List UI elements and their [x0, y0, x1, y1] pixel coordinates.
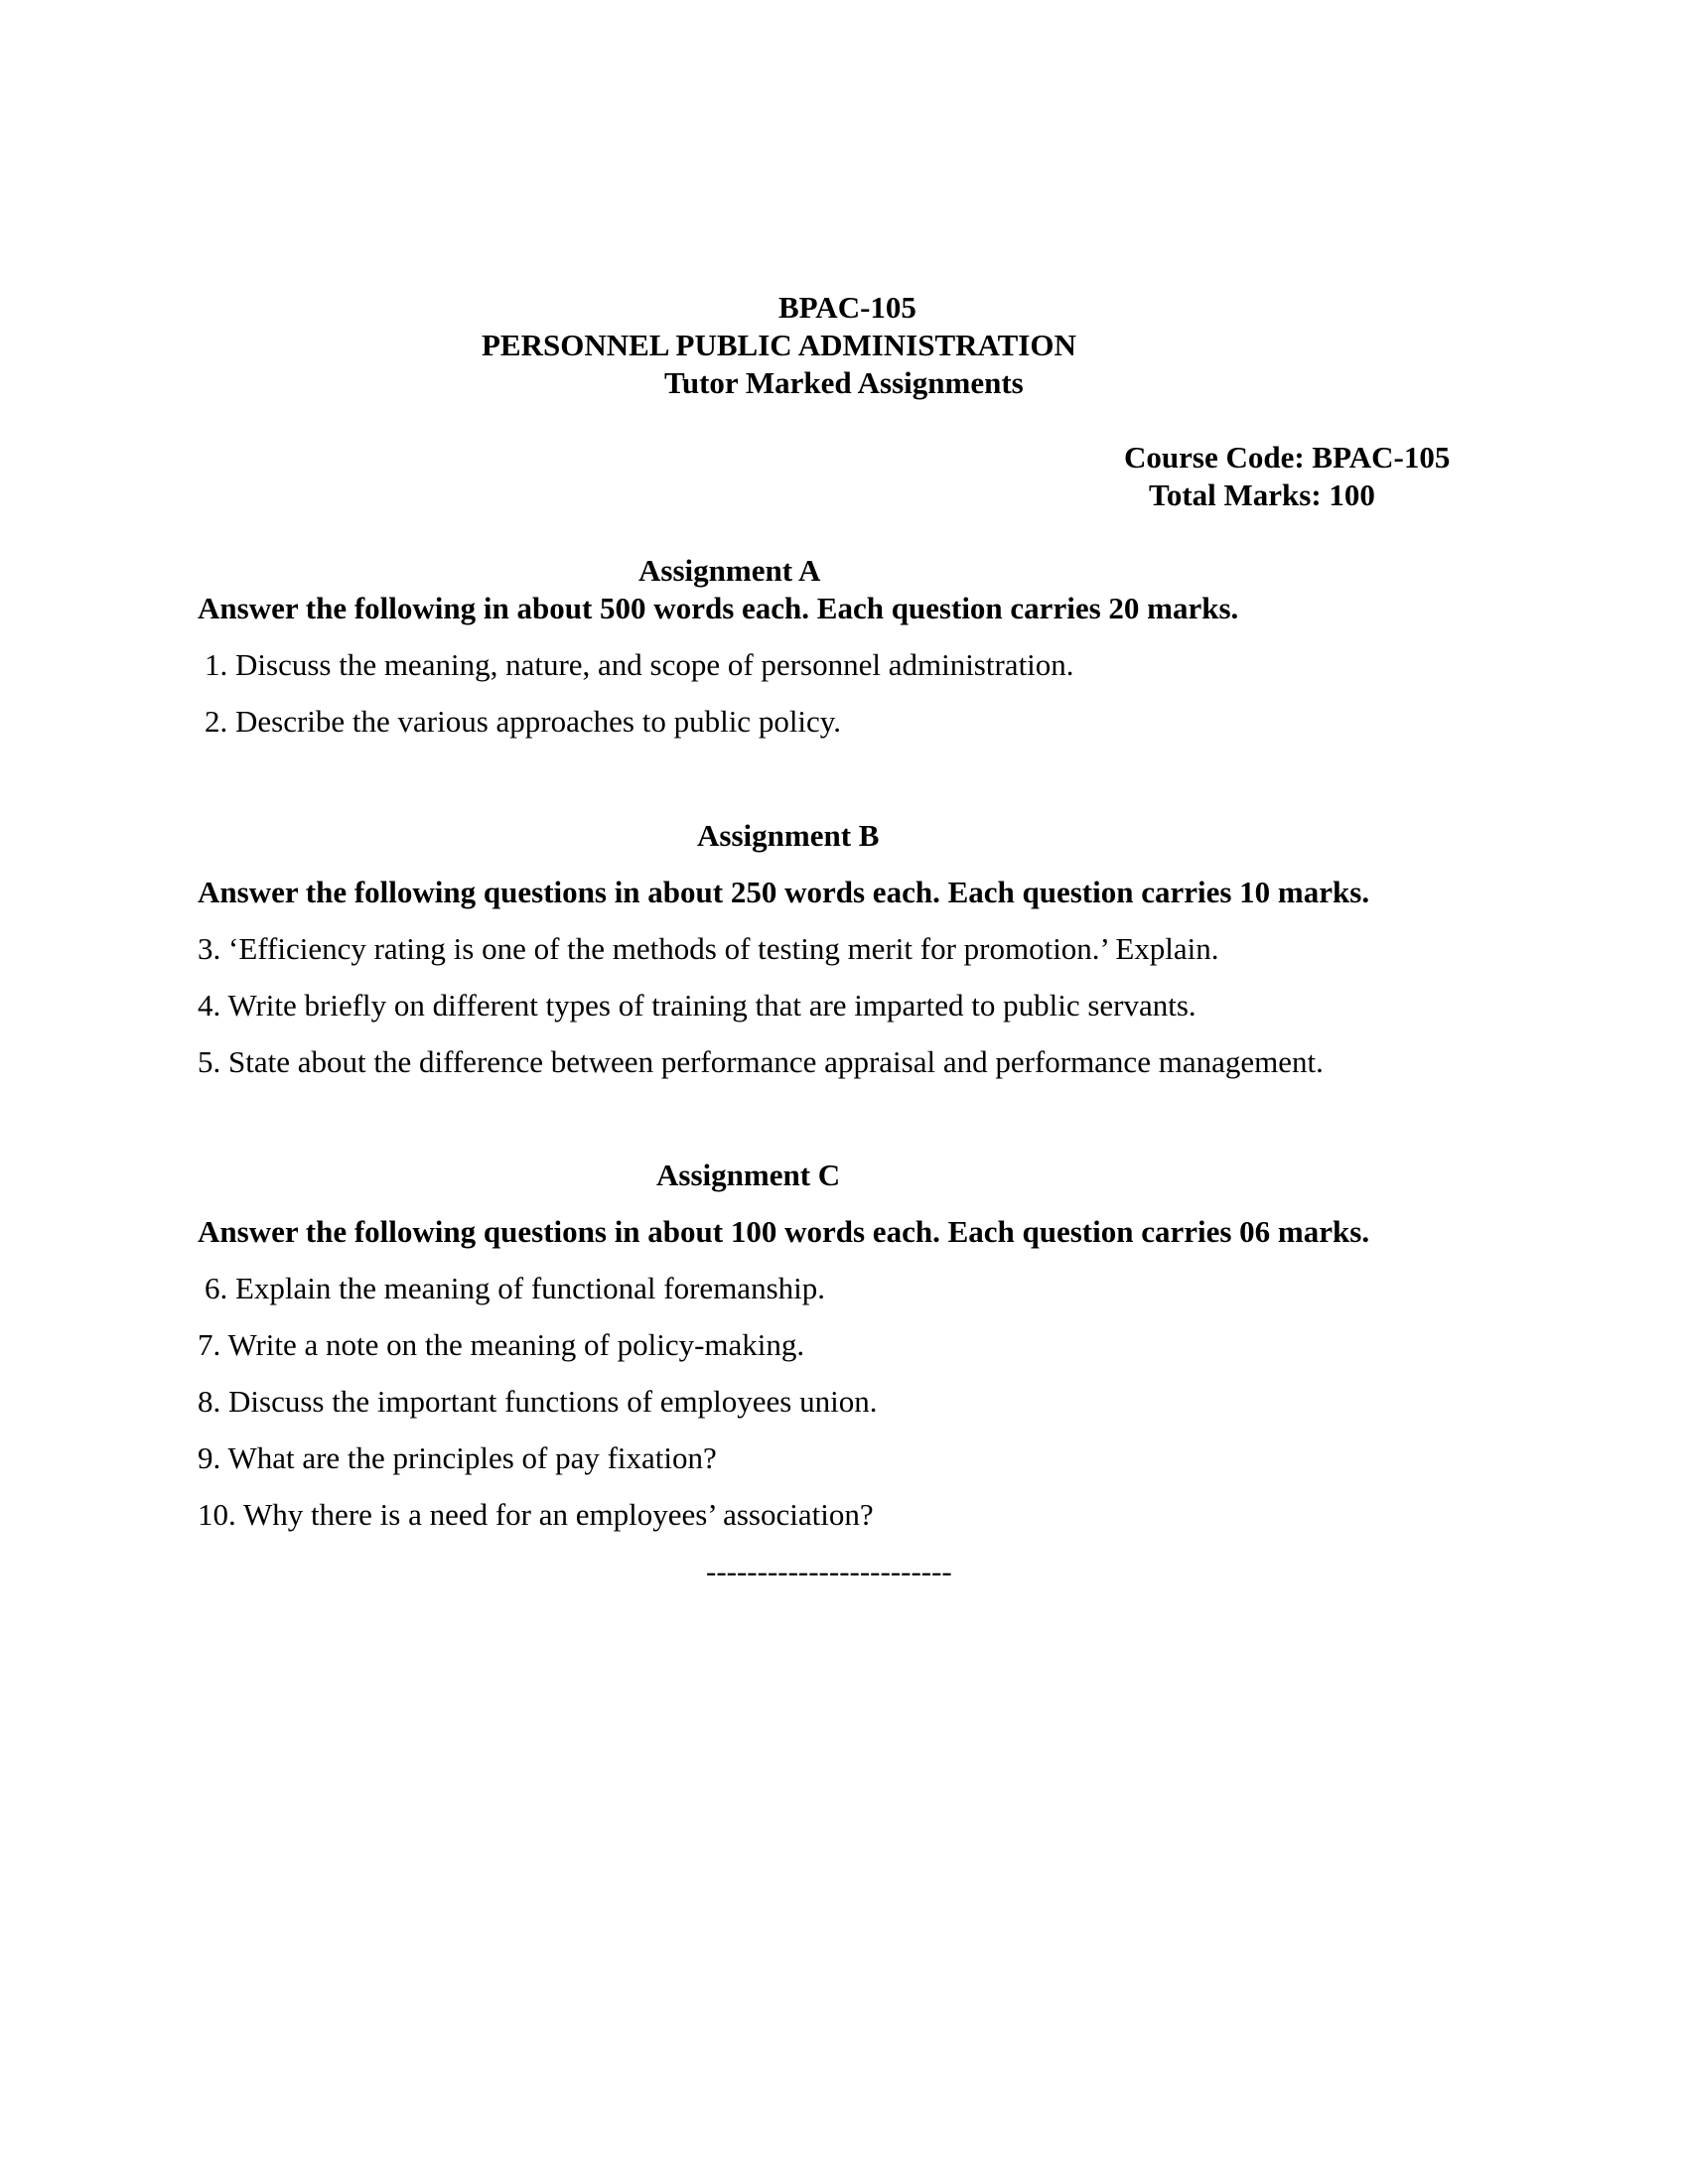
- document-title: PERSONNEL PUBLIC ADMINISTRATION: [482, 328, 1076, 362]
- assignment-a-heading: Assignment A: [638, 553, 821, 588]
- total-marks-label: Total Marks: 100: [1149, 478, 1375, 512]
- question-2: 2. Describe the various approaches to public policy.: [205, 704, 842, 739]
- course-code-heading: BPAC-105: [778, 290, 916, 325]
- assignment-c-instruction: Answer the following questions in about 100 words each. Each question carries 06 marks.: [198, 1214, 1370, 1249]
- assignment-a-instruction: Answer the following in about 500 words each. Each question carries 20 marks.: [198, 591, 1239, 625]
- question-1: 1. Discuss the meaning, nature, and scope of personnel administration.: [205, 647, 1074, 682]
- assignment-b-heading: Assignment B: [697, 818, 880, 853]
- question-9: 9. What are the principles of pay fixation?: [198, 1440, 717, 1475]
- question-6: 6. Explain the meaning of functional foremanship.: [205, 1271, 825, 1305]
- question-10: 10. Why there is a need for an employees’ association?: [198, 1497, 874, 1532]
- assignment-c-heading: Assignment C: [656, 1158, 841, 1192]
- question-3: 3. ‘Efficiency rating is one of the methods of testing merit for promotion.’ Explain.: [198, 931, 1219, 966]
- document-subtitle: Tutor Marked Assignments: [664, 365, 1024, 400]
- footer-divider: ------------------------: [706, 1554, 952, 1588]
- question-4: 4. Write briefly on different types of training that are imparted to public servants.: [198, 988, 1196, 1023]
- assignment-b-instruction: Answer the following questions in about 250 words each. Each question carries 10 marks.: [198, 875, 1370, 909]
- question-7: 7. Write a note on the meaning of policy-making.: [198, 1327, 805, 1362]
- course-code-label: Course Code: BPAC-105: [1124, 440, 1451, 475]
- question-5: 5. State about the difference between performance appraisal and performance management.: [198, 1044, 1324, 1079]
- question-8: 8. Discuss the important functions of employees union.: [198, 1384, 878, 1419]
